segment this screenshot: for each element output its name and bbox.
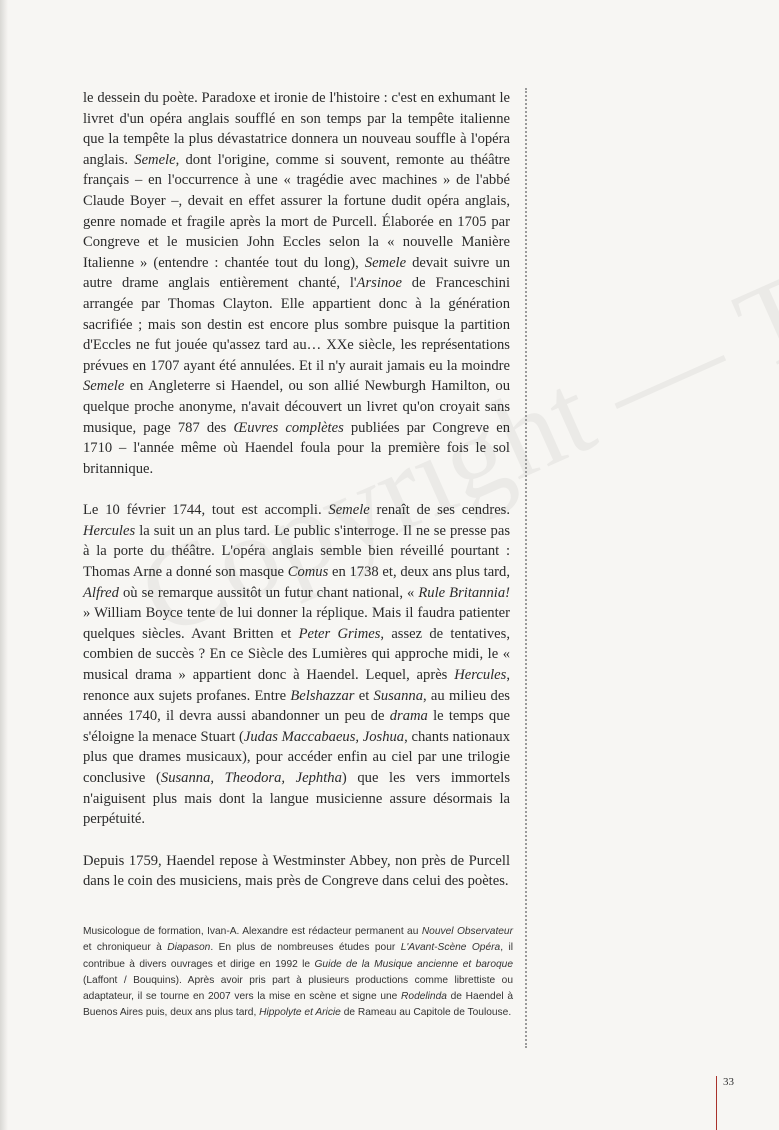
italic-title: Peter Grimes: [298, 625, 381, 642]
italic-title: Semele: [134, 151, 176, 168]
paragraph: [83, 88, 510, 479]
text-run: le dessein du poète. Paradoxe et ironie de l'histoire : c'est en exhumant le livret d'un opéra anglais soufflé en son temps par la tempête italienne que la tempête la plus dévastatrice donnera un nouveau souffle à l'opéra anglais.: [83, 90, 510, 168]
paragraph: [83, 500, 510, 830]
paragraph: [83, 851, 510, 892]
italic-title: Hippolyte et Aricie: [259, 1007, 341, 1019]
italic-title: Rodelinda: [401, 991, 447, 1003]
text-run: . En plus de nombreuses études pour: [210, 942, 401, 954]
italic-title: Rule Britannia!: [418, 584, 510, 601]
text-run: de Haendel à Buenos Aires puis, deux ans plus tard,: [83, 991, 513, 1019]
italic-title: Hercules: [83, 522, 136, 539]
text-run: en Angleterre si Haendel, ou son allié Newburgh Hamilton, ou quelque proche anonyme, n'avait découvert un livret qu'on croyait sans musique, page 787 des: [83, 378, 510, 436]
text-run: , renonce aux sujets profanes. Entre: [83, 667, 510, 704]
italic-title: Diapason: [167, 942, 211, 954]
text-run: et: [354, 687, 374, 704]
italic-title: Guide de la Musique ancienne et baroque: [314, 958, 513, 970]
text-run: et chroniqueur à: [83, 942, 168, 954]
italic-title: Comus: [287, 564, 329, 581]
text-run: le temps que s'éloigne la menace Stuart (: [83, 708, 510, 745]
text-run: où se remarque aussitôt un futur chant national, «: [118, 584, 419, 601]
text-run: , assez de tentatives, combien de succès ? En ce Siècle des Lumières qui approche midi, le « musical drama » appartient donc à Haendel. Lequel, après: [83, 625, 510, 684]
text-run: Le 10 février 1744, tout est accompli.: [83, 502, 329, 519]
italic-title: Susanna, Theodora, Jephtha: [160, 770, 342, 786]
italic-title: Hercules: [454, 667, 507, 684]
article-body: [83, 88, 510, 892]
text-run: de Franceschini arrangée par Thomas Clayton. Elle appartient donc à la génération sacrifiée ; mais son destin est encore plus sombre puisque la partition d'Eccles ne fut jouée qu'assez tard au… XXe siècle, les représentations prévues en 1707 ayant été annulées. Et il n'y aurait jamais eu la moindre: [83, 275, 511, 374]
text-run: en 1738 et, deux ans plus tard,: [328, 564, 510, 581]
italic-title: Nouvel Observateur: [421, 926, 513, 937]
italic-title: Semele: [328, 502, 370, 519]
italic-title: Semele: [364, 254, 407, 271]
author-bio: [83, 924, 513, 1022]
dotted-column-rule: [525, 88, 527, 1048]
text-run: Musicologue de formation, Ivan-A. Alexandre est rédacteur permanent au: [83, 926, 422, 937]
text-run: » William Boyce tente de lui donner la réplique. Mais il faudra patienter quelques siècles. Avant Britten et: [83, 605, 510, 642]
italic-title: Œuvres complètes: [233, 419, 344, 436]
text-run: ) que les vers immortels n'aiguisent plus mais dont la langue musicienne assure désormais la perpétuité.: [83, 770, 511, 828]
page-edge-shadow: [0, 0, 8, 1130]
italic-title: L'Avant-Scène Opéra: [400, 942, 501, 954]
italic-title: Semele: [83, 378, 125, 395]
italic-title: Arsinoe: [356, 275, 402, 292]
text-run: (Laffont / Bouquins). Après avoir pris part à plusieurs productions comme librettiste ou adaptateur, il se tourne en 2007 vers la mise en scène et signe une: [83, 974, 513, 1003]
text-run: , il contribue à divers ouvrages et dirige en 1992 le: [83, 942, 513, 970]
text-run: , au milieu des années 1740, il devra aussi abandonner un peu de: [83, 687, 510, 725]
text-run: de Rameau au Capitole de Toulouse.: [340, 1007, 512, 1019]
text-run: devait suivre un autre drame anglais entièrement chanté, l': [83, 254, 510, 292]
page-number: 33: [716, 1076, 744, 1130]
text-run: renaît de ses cendres.: [369, 502, 511, 519]
text-run: publiées par Congreve en 1710 – l'année même où Haendel foula pour la première fois le sol britannique.: [83, 419, 510, 477]
text-run: , chants nationaux plus que drames musicaux), pour accéder enfin au ciel par une trilogie conclusive (: [83, 728, 510, 786]
text-run: Depuis 1759, Haendel repose à Westminster Abbey, non près de Purcell dans le coin des musiciens, mais près de Congreve dans celui des poètes.: [83, 852, 510, 890]
italic-title: Alfred: [83, 584, 119, 601]
italic-title: Belshazzar: [290, 687, 355, 704]
text-run: la suit un an plus tard. Le public s'interroge. Il ne se presse pas à la porte du théâtre. L'opéra anglais semble bien réveillé pourtant : Thomas Arne a donné son masque: [83, 522, 510, 581]
italic-title: Judas Maccabaeus, Joshua: [243, 728, 405, 745]
italic-title: Susanna: [373, 687, 423, 704]
text-run: , dont l'origine, comme si souvent, remonte au théâtre français – en l'occurrence à une « tragédie avec machines » de l'abbé Claude Boyer –, devait en effet assurer la fortune dudit opéra anglais, genre nomade et fragile après la mort de Purcell. Élaborée en 1705 par Congreve et le musicien John Eccles selon la « nouvelle Manière Italienne » (entendre : chantée tout du long),: [83, 151, 510, 271]
italic-title: drama: [389, 708, 428, 725]
